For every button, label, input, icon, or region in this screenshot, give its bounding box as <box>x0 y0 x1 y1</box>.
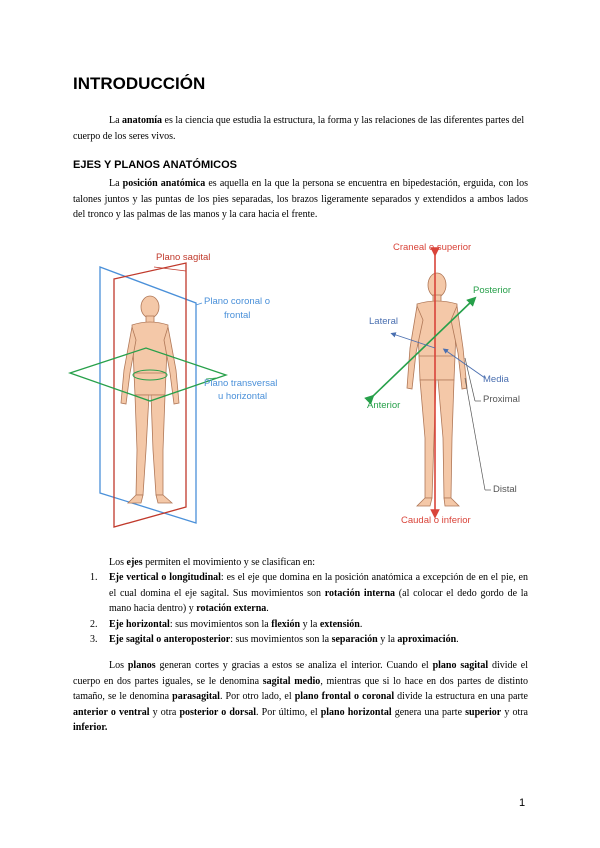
label-posterior: Posterior <box>473 285 512 296</box>
term-ejes: ejes <box>126 557 143 568</box>
label-distal: Distal <box>493 484 517 495</box>
list-item: 3. Eje sagital o anteroposterior: sus movimientos son la separación y la aproximación. <box>90 634 459 645</box>
planes-figure <box>66 245 316 530</box>
label-plano-transversal-2: u horizontal <box>218 391 268 402</box>
list-item: 2. Eje horizontal: sus movimientos son la flexión y la extensión. <box>90 618 363 630</box>
ejes-list <box>73 570 528 648</box>
human-figure-right <box>407 273 467 506</box>
human-figure <box>121 296 179 503</box>
planes-illustration <box>66 245 316 530</box>
label-plano-coronal-2: frontal <box>224 310 251 321</box>
label-craneal: Craneal o superior <box>393 242 472 253</box>
label-proximal: Proximal <box>483 394 520 405</box>
ejes-intro: Los ejes permiten el movimiento y se clasifican en: <box>109 557 316 568</box>
term-anatomia: anatomía <box>122 115 163 126</box>
posicion-paragraph: La posición anatómica es aquella en la que la persona se encuentra en bipedestación, erguida, con los talones juntos y las puntas de los pies separadas, los brazos ligeramente separados y extendidos a ambos lados del tronco y las palmas de las manos y la cara hacia el frente. <box>73 178 529 220</box>
label-anterior: Anterior <box>367 400 401 411</box>
section-heading: EJES Y PLANOS ANATÓMICOS <box>73 159 238 171</box>
label-lateral: Lateral <box>369 316 399 327</box>
directions-figure <box>355 238 530 530</box>
list-item: 1. Eje vertical o longitudinal: es el eje que domina en la posición anatómica a excepción de en el pie, en el cual domina el eje sagital. Sus movimientos son rotación interna (al colocar el dedo gordo de la mano hacia dentro) y rotación externa. <box>90 572 528 614</box>
intro-paragraph: La anatomía es la ciencia que estudia la estructura, la forma y las relaciones de las diferentes partes del cuerpo de los seres vivos. <box>73 115 525 142</box>
label-plano-coronal-1: Plano coronal o <box>204 296 271 307</box>
label-media: Media <box>483 374 509 385</box>
page-number: 1 <box>519 797 526 809</box>
label-plano-transversal-1: Plano transversal <box>204 378 278 389</box>
label-caudal: Caudal o inferior <box>401 515 471 526</box>
page-title: INTRODUCCIÓN <box>73 74 206 93</box>
term-posicion-anatomica: posición anatómica <box>122 178 206 189</box>
planos-paragraph: Los planos generan cortes y gracias a estos se analiza el interior. Cuando el plano sagital divide el cuerpo en dos partes iguales, se le denomina sagital medio, mientras que si lo hace en dos partes de distinto tamaño, se le denomina parasagital. Por otro lado, el plano frontal o coronal divide la estructura en una parte anterior o ventral y otra posterior o dorsal. Por último, el plano horizontal genera una parte superior y otra inferior. <box>73 660 529 733</box>
label-plano-sagital: Plano sagital <box>156 252 211 263</box>
